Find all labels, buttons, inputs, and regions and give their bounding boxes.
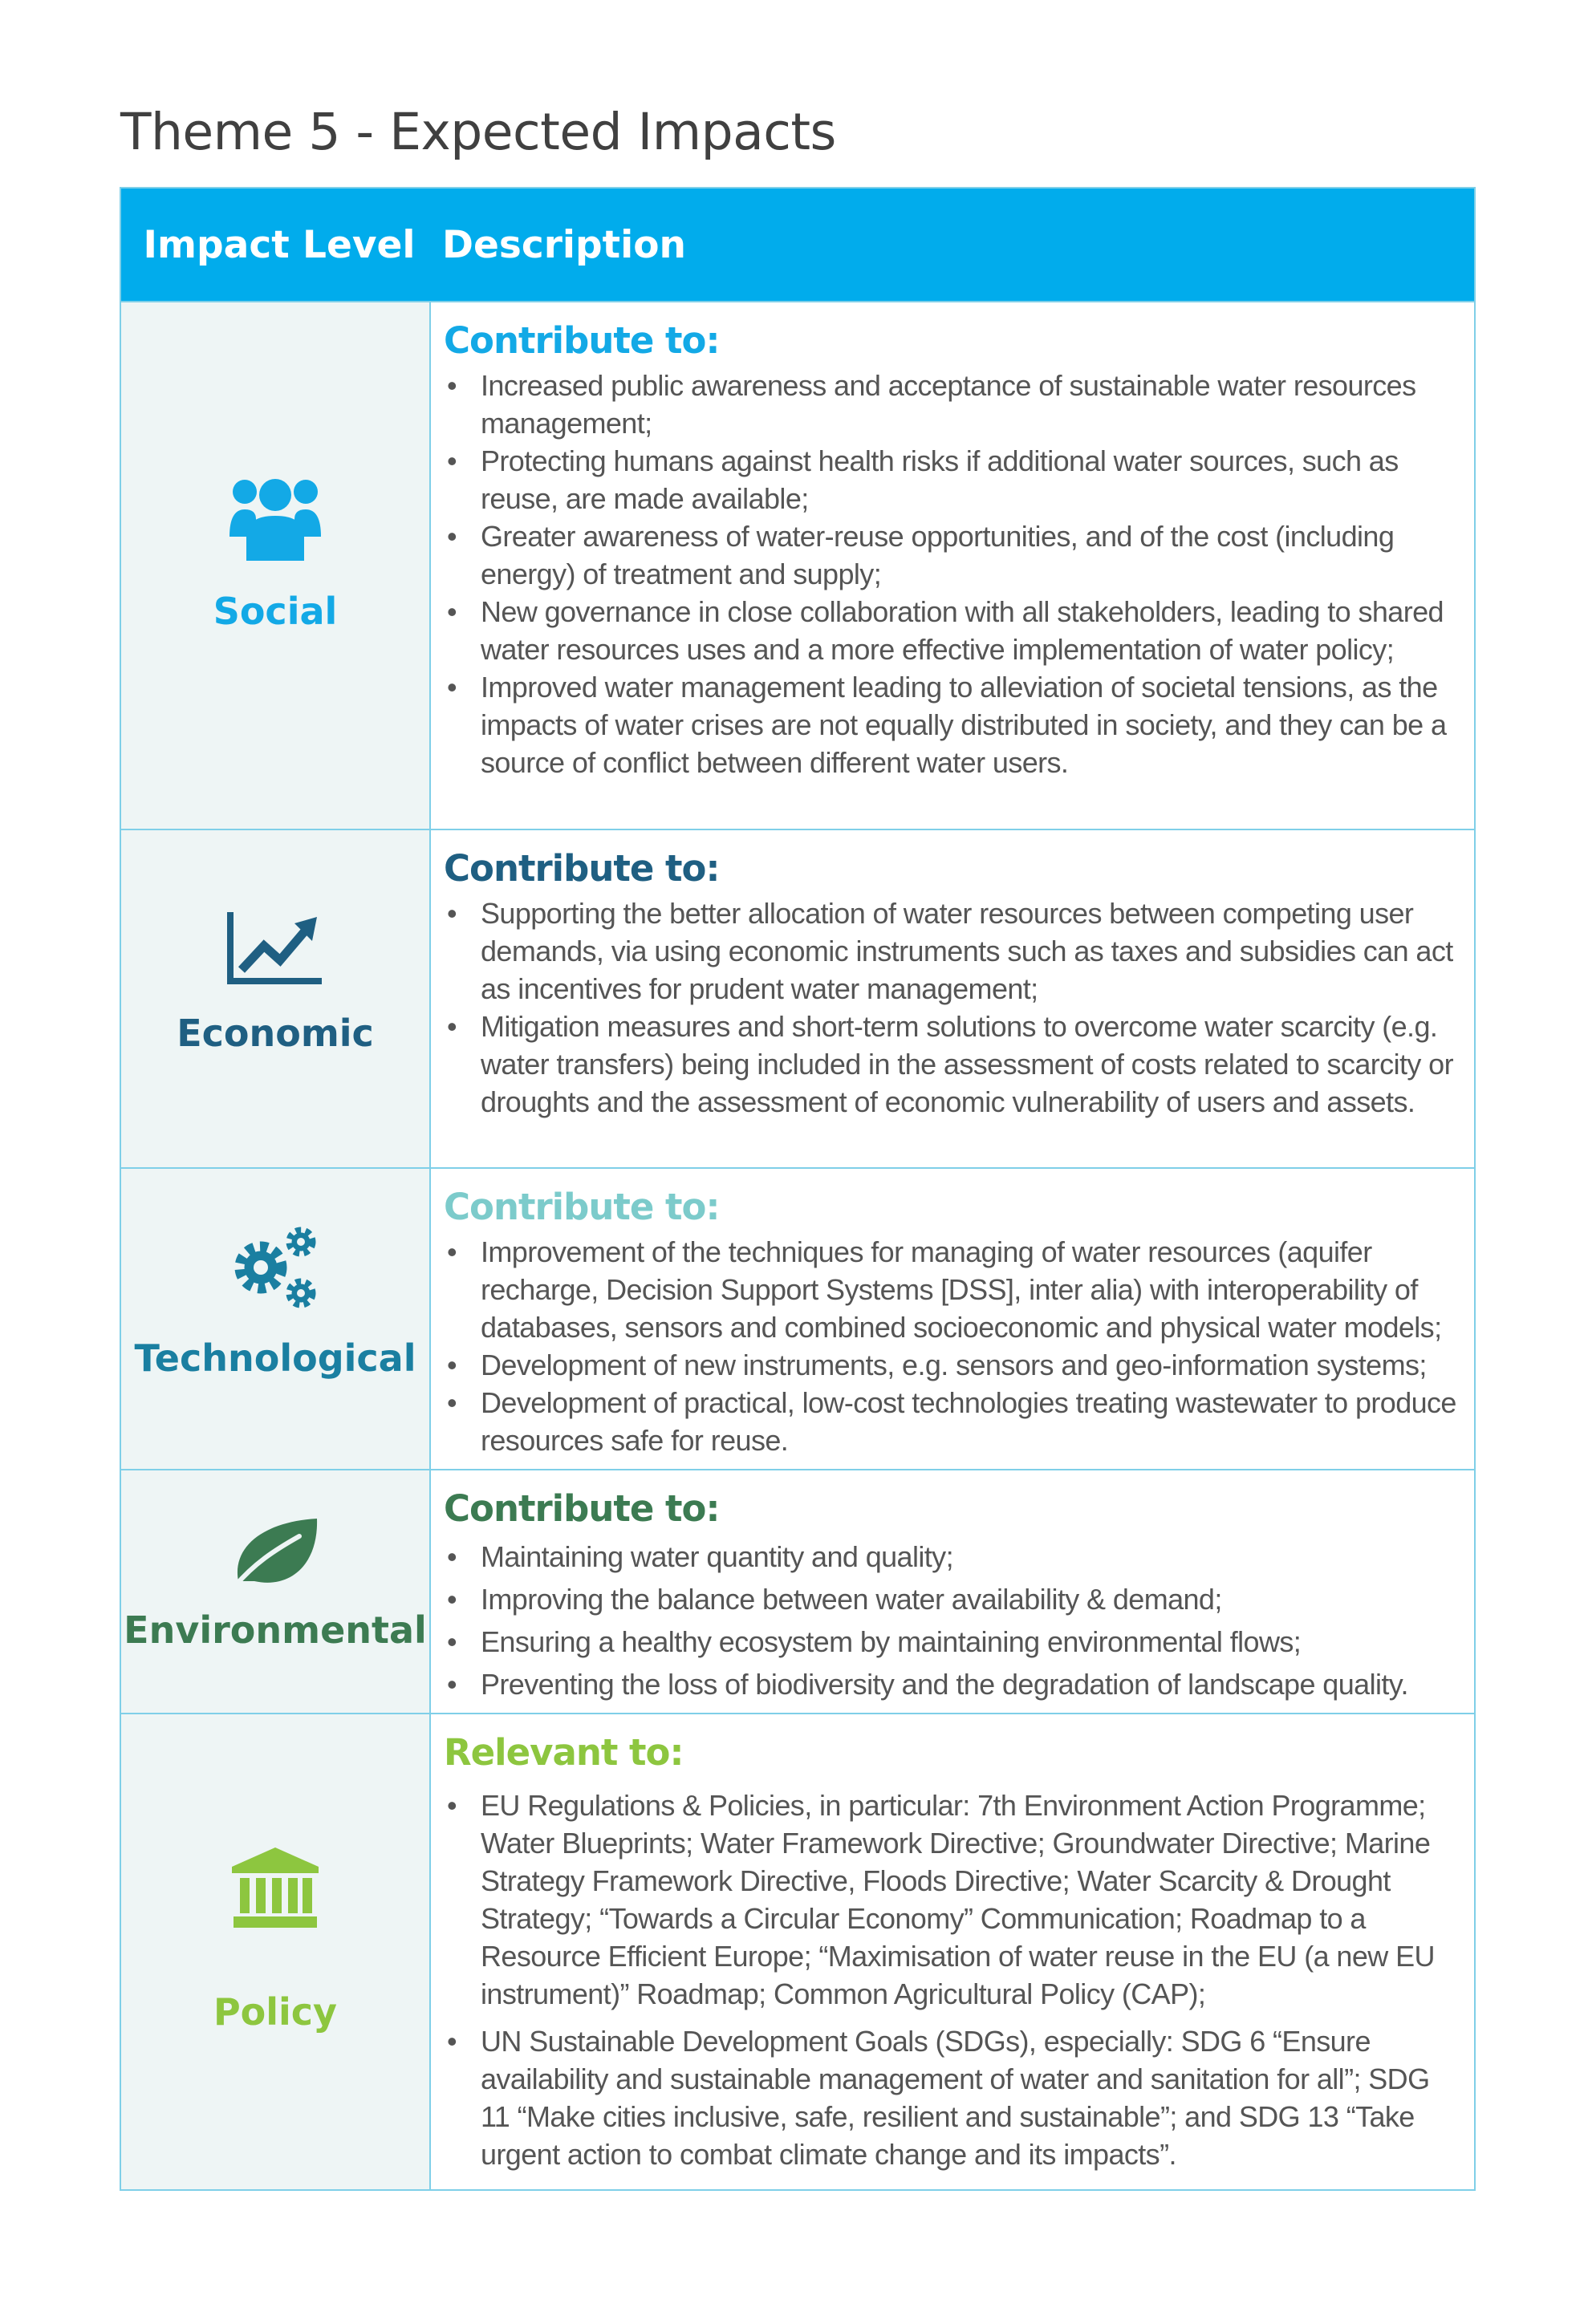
description-cell-social [431, 302, 1474, 829]
list-item: • UN Sustainable Development Goals (SDGs), especially: SDG 6 “Ensure availability and sustainable management of water and sanitation for all”; SDG 11 “Make cities inclusive, safe, resilient and sustainable”; and SDG 13 “Take urgent action to combat climate change and its impacts”. [444, 2022, 1463, 2173]
impacts-table [120, 187, 1476, 2191]
table-row-environmental [121, 1469, 1474, 1713]
table-header [121, 189, 1474, 301]
list-item: • Improvement of the techniques for managing of water resources (aquifer recharge, Decision Support Systems [DSS], inter alia) with interoperability of databases, sensors and combined socioeconomic and physical water models; [444, 1233, 1463, 1346]
row-heading-policy: Relevant to: [444, 1731, 684, 1774]
table-row-economic [121, 829, 1474, 1167]
list-item: • Maintaining water quantity and quality; [444, 1538, 1463, 1576]
item-list-economic [444, 894, 1463, 1121]
item-list-policy [444, 1787, 1463, 2173]
list-item: • Development of new instruments, e.g. sensors and geo-information systems; [444, 1346, 1463, 1384]
list-item: • Mitigation measures and short-term solutions to overcome water scarcity (e.g. water transfers) being included in the assessment of costs related to scarcity or droughts and the assessment of economic vulnerability of users and assets. [444, 1008, 1463, 1121]
list-item: • EU Regulations & Policies, in particular: 7th Environment Action Programme; Water Blueprints; Water Framework Directive; Groundwater Directive; Marine Strategy Framework Directive, Floods Directive; Water Scarcity & Drought Strategy; “Towards a Circular Economy” Communication; Roadmap to a Resource Efficient Europe; “Maximisation of water reuse in the EU (a new EU instrument)” Roadmap; Common Agricultural Policy (CAP); [444, 1787, 1463, 2013]
list-item: • Improving the balance between water availability & demand; [444, 1580, 1463, 1618]
table-row-social [121, 301, 1474, 829]
gears-icon [229, 1226, 322, 1309]
table-row-policy [121, 1713, 1474, 2189]
description-cell-technological [431, 1169, 1474, 1469]
leaf-icon [230, 1515, 320, 1588]
row-heading-technological: Contribute to: [444, 1186, 720, 1228]
page-title: Theme 5 - Expected Impacts [120, 103, 836, 161]
description-cell-environmental [431, 1470, 1474, 1713]
line-chart-icon [227, 911, 323, 984]
level-cell-policy [121, 1714, 431, 2189]
item-list-technological [444, 1233, 1463, 1459]
level-cell-technological [121, 1169, 431, 1469]
list-item: • Protecting humans against health risks if additional water sources, such as reuse, are made available; [444, 442, 1463, 517]
level-label-environmental: Environmental [124, 1608, 427, 1652]
list-item: • Greater awareness of water-reuse opportunities, and of the cost (including energy) of treatment and supply; [444, 517, 1463, 593]
institution-icon [230, 1846, 320, 1929]
list-item: • Preventing the loss of biodiversity and the degradation of landscape quality. [444, 1665, 1463, 1703]
list-item: • New governance in close collaboration with all stakeholders, leading to shared water resources uses and a more effective implementation of water policy; [444, 593, 1463, 668]
level-cell-social [121, 302, 431, 829]
description-cell-economic [431, 830, 1474, 1167]
list-item: • Development of practical, low-cost technologies treating wastewater to produce resources safe for reuse. [444, 1384, 1463, 1459]
list-item: • Increased public awareness and acceptance of sustainable water resources management; [444, 367, 1463, 442]
description-cell-policy [431, 1714, 1474, 2189]
level-cell-economic [121, 830, 431, 1167]
row-heading-social: Contribute to: [444, 319, 720, 362]
level-label-social: Social [213, 590, 338, 633]
header-impact-level: Impact Level [143, 222, 416, 267]
item-list-social [444, 367, 1463, 781]
users-icon [229, 474, 322, 562]
table-row-technological [121, 1167, 1474, 1469]
header-description: Description [442, 222, 686, 267]
row-heading-environmental: Contribute to: [444, 1487, 720, 1530]
item-list-environmental [444, 1538, 1463, 1703]
list-item: • Supporting the better allocation of water resources between competing user demands, via using economic instruments such as taxes and subsidies can act as incentives for prudent water management; [444, 894, 1463, 1008]
row-heading-economic: Contribute to: [444, 847, 720, 890]
list-item: • Ensuring a healthy ecosystem by maintaining environmental flows; [444, 1623, 1463, 1661]
level-label-policy: Policy [213, 1990, 338, 2034]
level-label-technological: Technological [134, 1336, 416, 1380]
list-item: • Improved water management leading to alleviation of societal tensions, as the impacts of water crises are not equally distributed in society, and they can be a source of conflict between different water users. [444, 668, 1463, 781]
level-cell-environmental [121, 1470, 431, 1713]
level-label-economic: Economic [177, 1012, 374, 1055]
